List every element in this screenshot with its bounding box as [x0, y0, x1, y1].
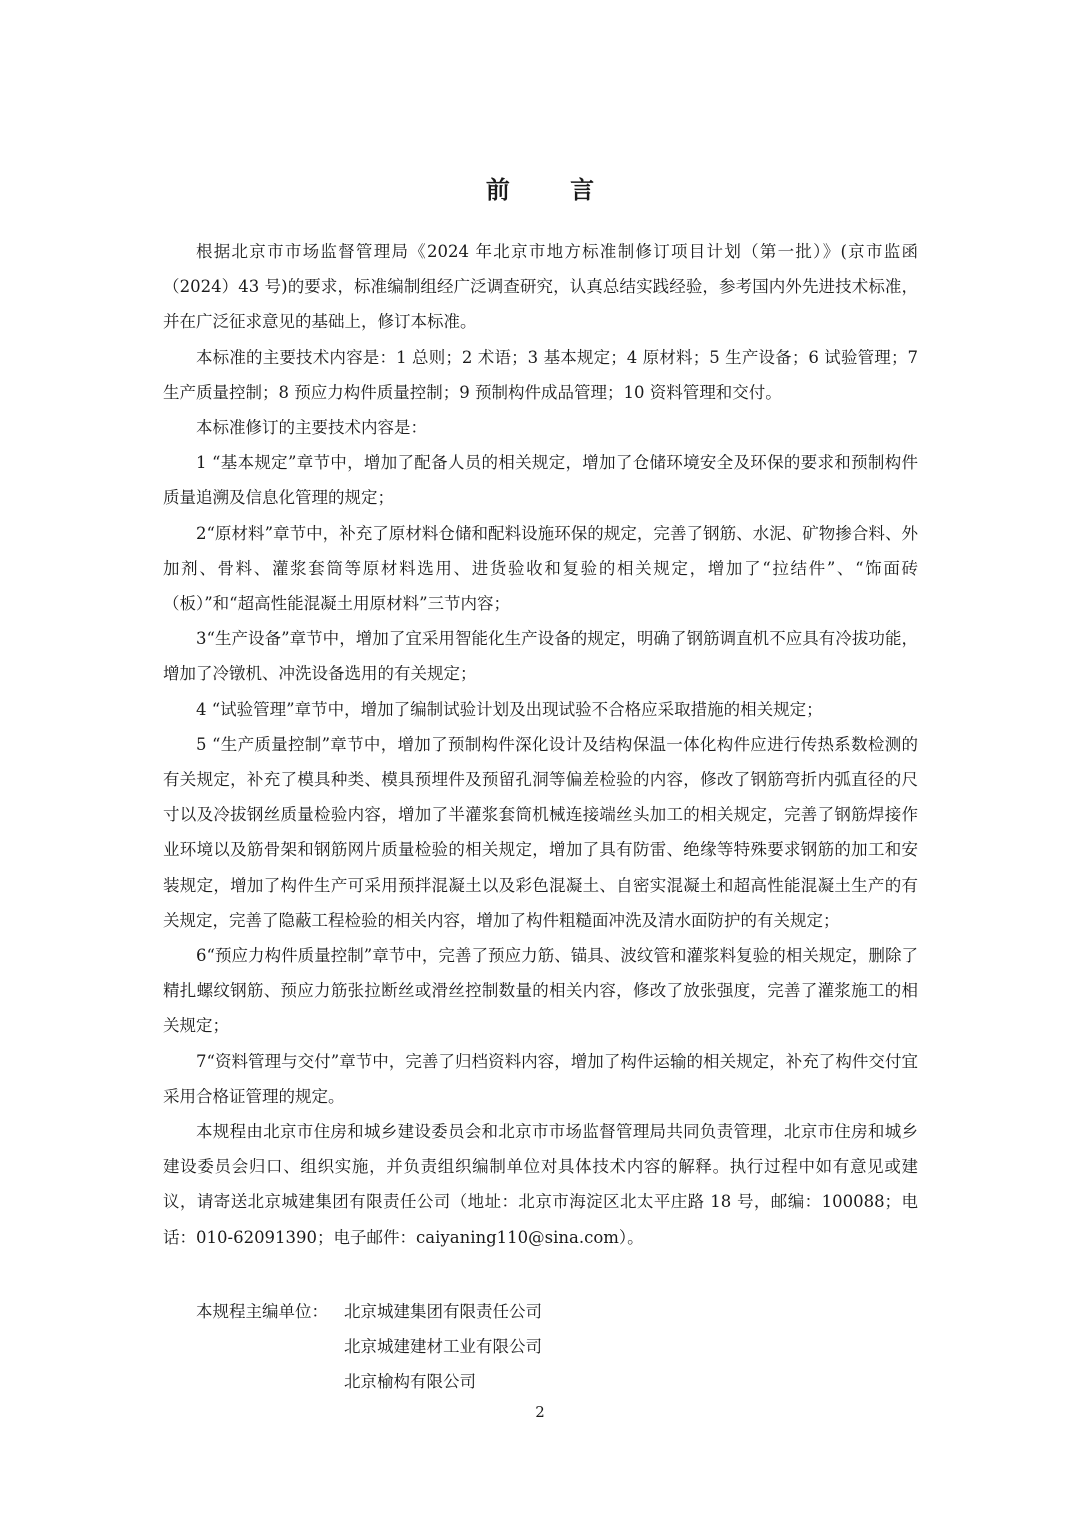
paragraph-revision-7: 7“资料管理与交付”章节中，完善了归档资料内容，增加了构件运输的相关规定，补充了构件交付宜采用合格证管理的规定。: [163, 1051, 918, 1106]
paragraph-basis: 根据北京市市场监督管理局《2024 年北京市地方标准制修订项目计划（第一批）》(京市监函（2024）43 号)的要求，标准编制组经广泛调查研究，认真总结实践经验，参考国内外先进技术标准，并在广泛征求意见的基础上，修订本标准。: [163, 242, 918, 332]
editor-unit-2: 北京城建建材工业有限公司: [344, 1337, 542, 1357]
page-number: 2: [535, 1403, 545, 1421]
preface-body: [163, 234, 918, 1255]
editor-unit-1: 北京城建集团有限责任公司: [344, 1302, 542, 1321]
editor-unit-row: [163, 1294, 918, 1329]
page-title: 前 言: [485, 175, 621, 204]
paragraph-revision-5: 5 “生产质量控制”章节中，增加了预制构件深化设计及结构保温一体化构件应进行传热系数检测的有关规定，补充了模具种类、模具预埋件及预留孔洞等偏差检验的内容，修改了钢筋弯折内弧直径的尺寸以及冷拔钢丝质量检验内容，增加了半灌浆套筒机械连接端丝头加工的相关规定，完善了钢筋焊接作业环境以及筋骨架和钢筋网片质量检验的相关规定，增加了具有防雷、绝缘等特殊要求钢筋的加工和安装规定，增加了构件生产可采用预拌混凝土以及彩色混凝土、自密实混凝土和超高性能混凝土生产的有关规定，完善了隐蔽工程检验的相关内容，增加了构件粗糙面冲洗及清水面防护的有关规定；: [163, 734, 918, 930]
paragraph-revision-intro: 本标准修订的主要技术内容是：: [196, 418, 427, 438]
editor-unit-row: [163, 1329, 918, 1364]
editor-unit-row: [163, 1364, 918, 1399]
editor-units: [163, 1294, 918, 1400]
paragraph-management: 本规程由北京市住房和城乡建设委员会和北京市市场监督管理局共同负责管理，北京市住房和城乡建设委员会归口、组织实施，并负责组织编制单位对具体技术内容的解释。执行过程中如有意见或建议，请寄送北京城建集团有限责任公司（地址：北京市海淀区北太平庄路 18 号，邮编：100088；电话：010-62091390；电子邮件：caiyaning110@sina.com）。: [163, 1122, 918, 1247]
paragraph-revision-3: 3“生产设备”章节中，增加了宜采用智能化生产设备的规定，明确了钢筋调直机不应具有冷拔功能，增加了冷镦机、冲洗设备选用的有关规定；: [163, 629, 918, 684]
editor-unit-3: 北京榆构有限公司: [344, 1372, 476, 1392]
paragraph-main-content: 本标准的主要技术内容是：1 总则；2 术语；3 基本规定；4 原材料；5 生产设备；6 试验管理；7 生产质量控制；8 预应力构件质量控制；9 预制构件成品管理；10 资料管理和交付。: [163, 347, 918, 402]
paragraph-revision-4: 4 “试验管理”章节中，增加了编制试验计划及出现试验不合格应采取措施的相关规定；: [196, 699, 823, 719]
paragraph-revision-6: 6“预应力构件质量控制”章节中，完善了预应力筋、锚具、波纹管和灌浆料复验的相关规定，删除了精扎螺纹钢筋、预应力筋张拉断丝或滑丝控制数量的相关内容，修改了放张强度，完善了灌浆施工的相关规定；: [163, 946, 918, 1036]
editor-label: 本规程主编单位：: [196, 1302, 328, 1321]
paragraph-revision-2: 2“原材料”章节中，补充了原材料仓储和配料设施环保的规定，完善了钢筋、水泥、矿物掺合料、外加剂、骨料、灌浆套筒等原材料选用、进货验收和复验的相关规定，增加了“拉结件”、“饰面砖（板）”和“超高性能混凝土用原材料”三节内容；: [163, 523, 918, 614]
paragraph-revision-1: 1 “基本规定”章节中，增加了配备人员的相关规定，增加了仓储环境安全及环保的要求和预制构件质量追溯及信息化管理的规定；: [163, 453, 918, 508]
